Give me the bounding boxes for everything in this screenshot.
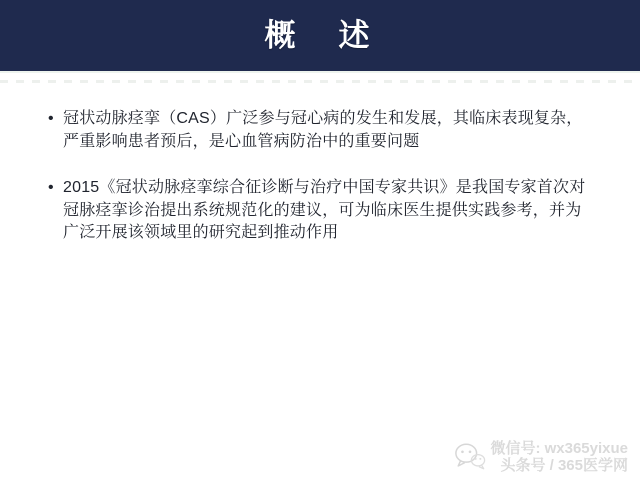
watermark-toutiao-id: 头条号 / 365医学网 [500, 457, 628, 474]
watermark-lines [490, 440, 628, 474]
wechat-icon [454, 442, 486, 471]
slide-body [48, 108, 593, 269]
bullet-item: • 冠状动脉痉挛（CAS）广泛参与冠心病的发生和发展，其临床表现复杂，严重影响患者预后，是心血管病防治中的重要问题 [48, 108, 593, 153]
header-dotted-divider [0, 80, 640, 83]
watermark [454, 440, 628, 474]
page-title: 概 述 [264, 18, 376, 53]
watermark-wechat-id: 微信号: wx365yixue [490, 440, 628, 457]
slide-header [0, 0, 640, 73]
bullet-item: • 2015《冠状动脉痉挛综合征诊断与治疗中国专家共识》是我国专家首次对冠脉痉挛诊治提出系统规范化的建议，可为临床医生提供实践参考，并为广泛开展该领域里的研究起到推动作用 [48, 177, 593, 245]
bullet-list [48, 108, 593, 245]
